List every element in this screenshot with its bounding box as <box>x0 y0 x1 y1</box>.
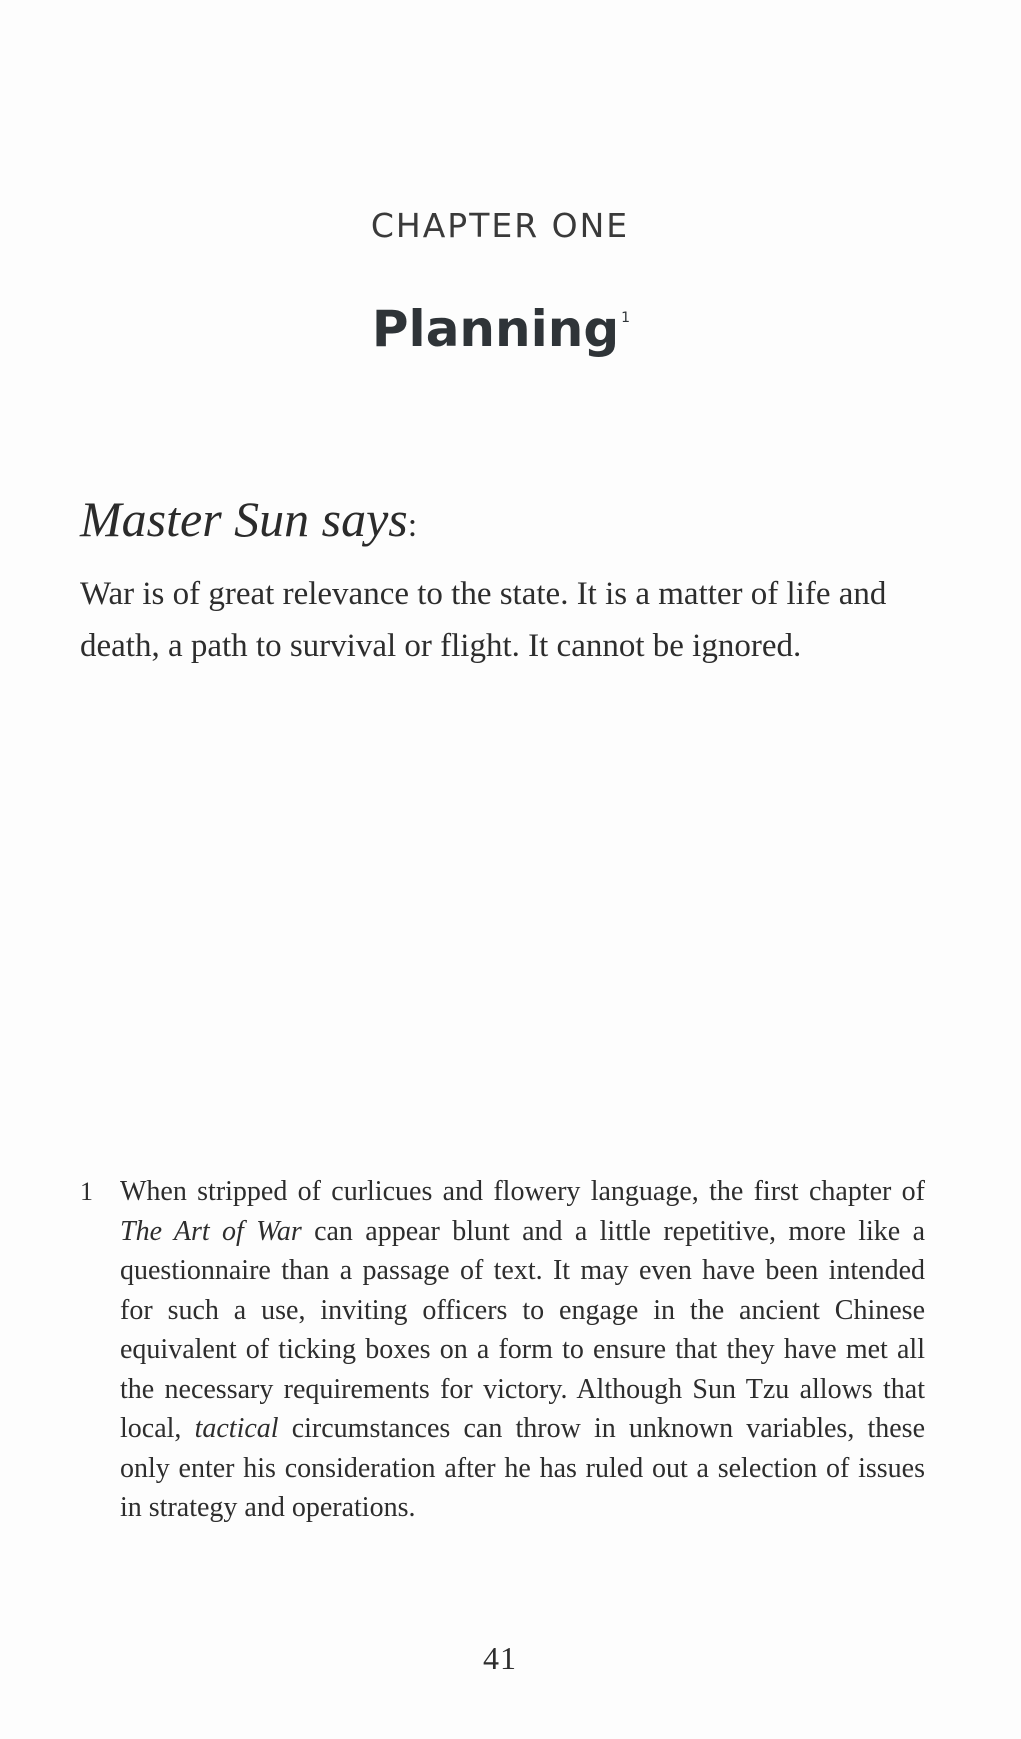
body-paragraph: War is of great relevance to the state. It is a matter of life and death, a path to survival or flight. It cannot be ignored. <box>80 576 887 664</box>
speaker-name: Master Sun says <box>80 491 408 547</box>
footnote <box>80 1172 925 1528</box>
footnote-number: 1 <box>80 1177 93 1206</box>
chapter-label: CHAPTER ONE <box>370 206 630 245</box>
chapter-title-text: Planning <box>371 300 620 358</box>
speaker-heading <box>80 490 417 548</box>
speaker-colon: : <box>407 507 418 544</box>
footnote-text-part-2: can appear blunt and a little repetitive, more like a questionnaire than a passage of text. It may even have been intended for such a use, inviting officers to engage in the ancient Chinese equivalent of ticking boxes on a form to ensure that they have met all the necessary requirements for victory. Although Sun Tzu allows that local, <box>120 1215 926 1444</box>
footnote-text-part-3: circumstances can throw in unknown variables, these only enter his consideration after he has ruled out a selection of issues in strategy and operations. <box>120 1413 925 1523</box>
footnote-book-title: The Art of War <box>120 1215 302 1247</box>
footnote-text <box>120 1172 925 1528</box>
chapter-title <box>0 300 1000 358</box>
page-number: 41 <box>483 1640 517 1676</box>
footnote-emphasis: tactical <box>194 1413 279 1444</box>
body-text <box>80 568 920 672</box>
footnote-reference: 1 <box>621 310 631 326</box>
footnote-text-part-1: When stripped of curlicues and flowery language, the first chapter of <box>120 1176 925 1207</box>
